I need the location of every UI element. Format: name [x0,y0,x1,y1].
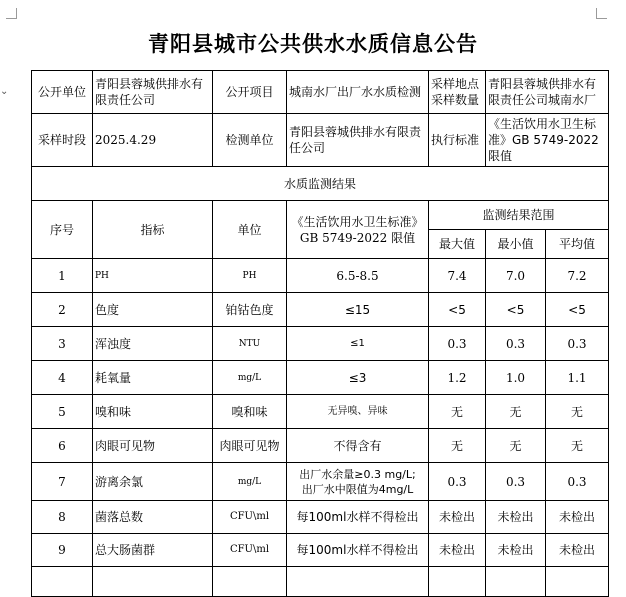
row-limit: 无异嗅、异味 [287,395,429,429]
lab-value: 青阳县蓉城供排水有限责任公司 [287,114,429,167]
row-limit: 每100ml水样不得检出 [287,534,429,567]
row-min: 无 [486,429,546,463]
row-avg: 0.3 [546,327,609,361]
row-indicator: 嗅和味 [93,395,213,429]
header-unit: 单位 [213,201,287,259]
row-unit: 铂钴色度 [213,293,287,327]
time-label: 采样时段 [32,114,93,167]
header-no: 序号 [32,201,93,259]
row-limit: 6.5-8.5 [287,259,429,293]
table-row [32,429,609,463]
row-no: 8 [32,501,93,534]
lab-label: 检测单位 [213,114,287,167]
page-corner-mark-right [596,8,607,19]
row-max: 0.3 [429,463,486,501]
row-indicator: 游离余氯 [93,463,213,501]
row-limit: ≤15 [287,293,429,327]
header-min: 最小值 [486,230,546,259]
row-min: 1.0 [486,361,546,395]
row-indicator [93,567,213,597]
row-limit: ≤3 [287,361,429,395]
row-limit: 不得含有 [287,429,429,463]
row-indicator: 耗氧量 [93,361,213,395]
info-row-1 [32,71,609,114]
row-max: <5 [429,293,486,327]
document-title: 青阳县城市公共供水水质信息公告 [148,32,478,56]
page-corner-mark-left [6,8,17,19]
row-min: 0.3 [486,327,546,361]
row-limit [287,567,429,597]
table-row [32,395,609,429]
row-no: 9 [32,534,93,567]
sampling-value: 青阳县蓉城供排水有限责任公司城南水厂 [486,71,609,114]
row-no: 6 [32,429,93,463]
row-min: 未检出 [486,534,546,567]
row-no: 1 [32,259,93,293]
sampling-label: 采样地点采样数量 [429,71,486,114]
row-unit: NTU [213,327,287,361]
row-limit-line2: 出厂水中限值为4mg/L [301,482,414,496]
row-max: 7.4 [429,259,486,293]
row-avg: <5 [546,293,609,327]
header-max: 最大值 [429,230,486,259]
row-avg: 未检出 [546,534,609,567]
row-unit: CFU\ml [213,501,287,534]
row-max [429,567,486,597]
row-limit: ≤1 [287,327,429,361]
header-range: 监测结果范围 [429,201,609,230]
row-max: 无 [429,429,486,463]
time-value: 2025.4.29 [93,114,213,167]
table-row [32,463,609,501]
info-row-2 [32,114,609,167]
row-unit: 肉眼可见物 [213,429,287,463]
row-limit-line1: 出厂水余量≥0.3 mg/L; [299,467,416,481]
row-max: 未检出 [429,534,486,567]
row-indicator: 浑浊度 [93,327,213,361]
row-unit [213,567,287,597]
header-avg: 平均值 [546,230,609,259]
row-limit: 每100ml水样不得检出 [287,501,429,534]
row-no: 2 [32,293,93,327]
row-min: 0.3 [486,463,546,501]
table-row [32,567,609,597]
row-indicator: 肉眼可见物 [93,429,213,463]
row-indicator: 总大肠菌群 [93,534,213,567]
row-indicator: PH [93,259,213,293]
row-max: 无 [429,395,486,429]
row-limit [287,463,429,501]
header-limit-line2: GB 5749-2022 限值 [299,230,416,245]
row-max: 0.3 [429,327,486,361]
project-label: 公开项目 [213,71,287,114]
row-min: 7.0 [486,259,546,293]
row-unit: CFU\ml [213,534,287,567]
chevron-down-icon[interactable]: ⌄ [0,86,9,97]
standard-label: 执行标准 [429,114,486,167]
row-unit: 嗅和味 [213,395,287,429]
row-min: <5 [486,293,546,327]
row-no: 5 [32,395,93,429]
row-no: 3 [32,327,93,361]
row-indicator: 菌落总数 [93,501,213,534]
header-limit [287,201,429,259]
publisher-label: 公开单位 [32,71,93,114]
row-no: 4 [32,361,93,395]
table-row [32,534,609,567]
section-title: 水质监测结果 [32,167,609,201]
row-unit: mg/L [213,361,287,395]
table-row [32,361,609,395]
header-row-1 [32,201,609,230]
row-min: 未检出 [486,501,546,534]
table-row [32,327,609,361]
row-avg: 7.2 [546,259,609,293]
row-avg: 无 [546,395,609,429]
header-limit-line1: 《生活饮用水卫生标准》 [291,214,424,229]
table-row [32,293,609,327]
table-row [32,501,609,534]
publisher-value: 青阳县蓉城供排水有限责任公司 [93,71,213,114]
row-unit: PH [213,259,287,293]
row-indicator: 色度 [93,293,213,327]
row-avg: 0.3 [546,463,609,501]
row-max: 1.2 [429,361,486,395]
table-row [32,259,609,293]
row-min [486,567,546,597]
row-no: 7 [32,463,93,501]
header-indicator: 指标 [93,201,213,259]
row-avg: 1.1 [546,361,609,395]
row-avg: 无 [546,429,609,463]
row-unit: mg/L [213,463,287,501]
section-title-row [32,167,609,201]
row-avg: 未检出 [546,501,609,534]
row-min: 无 [486,395,546,429]
row-max: 未检出 [429,501,486,534]
water-quality-table [31,70,609,597]
row-no [32,567,93,597]
project-value: 城南水厂出厂水水质检测 [287,71,429,114]
row-avg [546,567,609,597]
standard-value: 《生活饮用水卫生标准》GB 5749-2022 限值 [486,114,609,167]
